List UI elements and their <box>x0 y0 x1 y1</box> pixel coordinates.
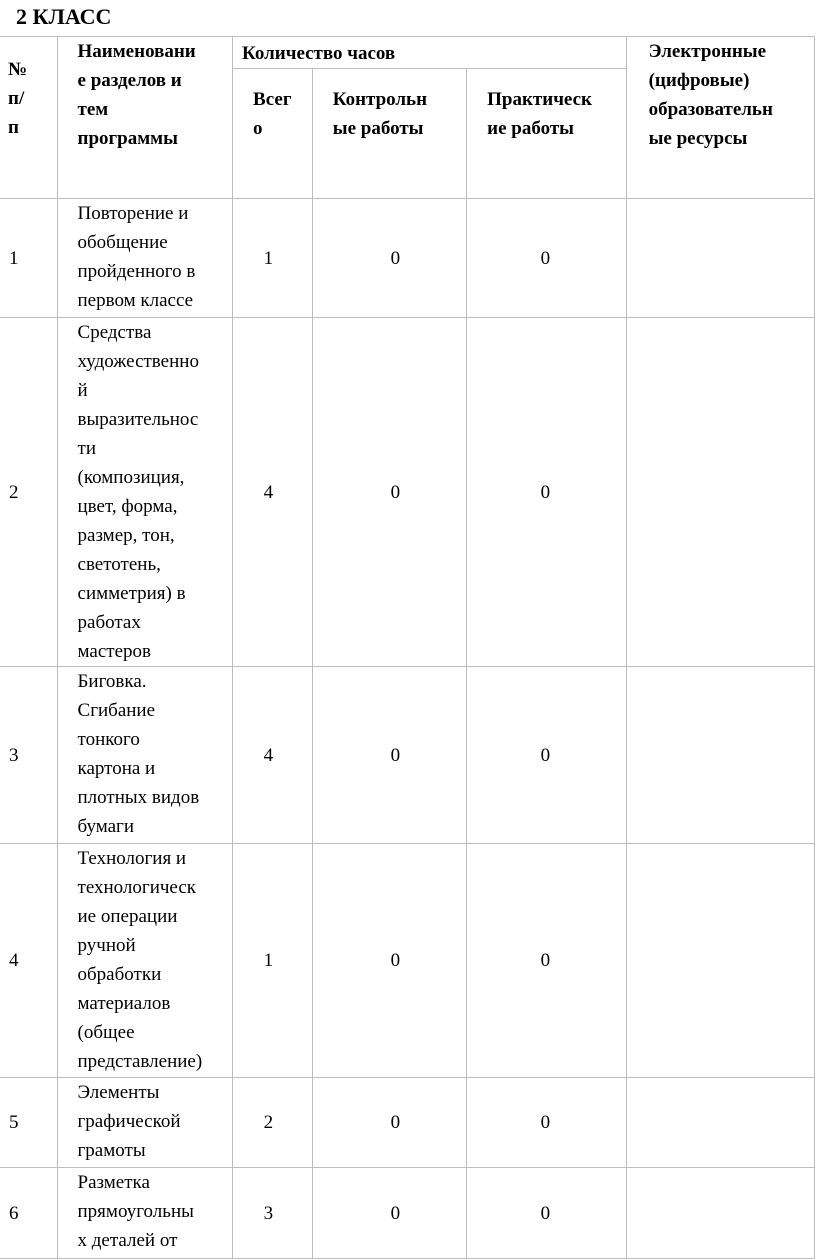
table-row <box>0 318 815 667</box>
row-num: 3 <box>0 667 57 844</box>
row-practical: 0 <box>467 199 626 318</box>
row-num: 6 <box>0 1168 57 1259</box>
header-resources: Электронные (цифровые) образовательн ые ресурсы <box>626 37 814 199</box>
header-control: Контрольн ые работы <box>312 69 466 199</box>
row-total: 3 <box>233 1168 313 1259</box>
row-total: 4 <box>233 667 313 844</box>
row-resources <box>626 667 814 844</box>
row-total: 2 <box>233 1078 313 1168</box>
row-total: 4 <box>233 318 313 667</box>
row-name: Элементы графической грамоты <box>57 1078 233 1168</box>
row-practical: 0 <box>467 844 626 1078</box>
row-control: 0 <box>312 1078 466 1168</box>
header-name: Наименовани е разделов и тем программы <box>57 37 233 199</box>
row-resources <box>626 318 814 667</box>
header-num: № п/ п <box>0 37 57 199</box>
header-practical: Практическ ие работы <box>467 69 626 199</box>
header-row <box>0 37 815 69</box>
row-control: 0 <box>312 318 466 667</box>
table-row <box>0 1078 815 1168</box>
row-name: Разметка прямоугольны х деталей от <box>57 1168 233 1259</box>
table-row <box>0 199 815 318</box>
row-control: 0 <box>312 1168 466 1259</box>
row-resources <box>626 199 814 318</box>
row-total: 1 <box>233 844 313 1078</box>
row-name: Биговка. Сгибание тонкого картона и плотных видов бумаги <box>57 667 233 844</box>
row-practical: 0 <box>467 1168 626 1259</box>
row-resources <box>626 844 814 1078</box>
header-hours-group: Количество часов <box>233 37 627 69</box>
table-row <box>0 844 815 1078</box>
row-resources <box>626 1078 814 1168</box>
row-num: 2 <box>0 318 57 667</box>
curriculum-table <box>0 36 815 1259</box>
header-total: Всег о <box>233 69 313 199</box>
row-num: 5 <box>0 1078 57 1168</box>
row-resources <box>626 1168 814 1259</box>
row-control: 0 <box>312 844 466 1078</box>
row-name: Средства художественно й выразительнос ти (композиция, цвет, форма, размер, тон, светотень, симметрия) в работах мастеров <box>57 318 233 667</box>
table-row <box>0 667 815 844</box>
table-row <box>0 1168 815 1259</box>
row-control: 0 <box>312 667 466 844</box>
row-practical: 0 <box>467 1078 626 1168</box>
row-practical: 0 <box>467 667 626 844</box>
page-title: 2 КЛАСС <box>16 4 112 29</box>
row-name: Технология и технологическ ие операции ручной обработки материалов (общее представление) <box>57 844 233 1078</box>
row-name: Повторение и обобщение пройденного в первом классе <box>57 199 233 318</box>
row-control: 0 <box>312 199 466 318</box>
row-num: 1 <box>0 199 57 318</box>
row-total: 1 <box>233 199 313 318</box>
row-practical: 0 <box>467 318 626 667</box>
row-num: 4 <box>0 844 57 1078</box>
